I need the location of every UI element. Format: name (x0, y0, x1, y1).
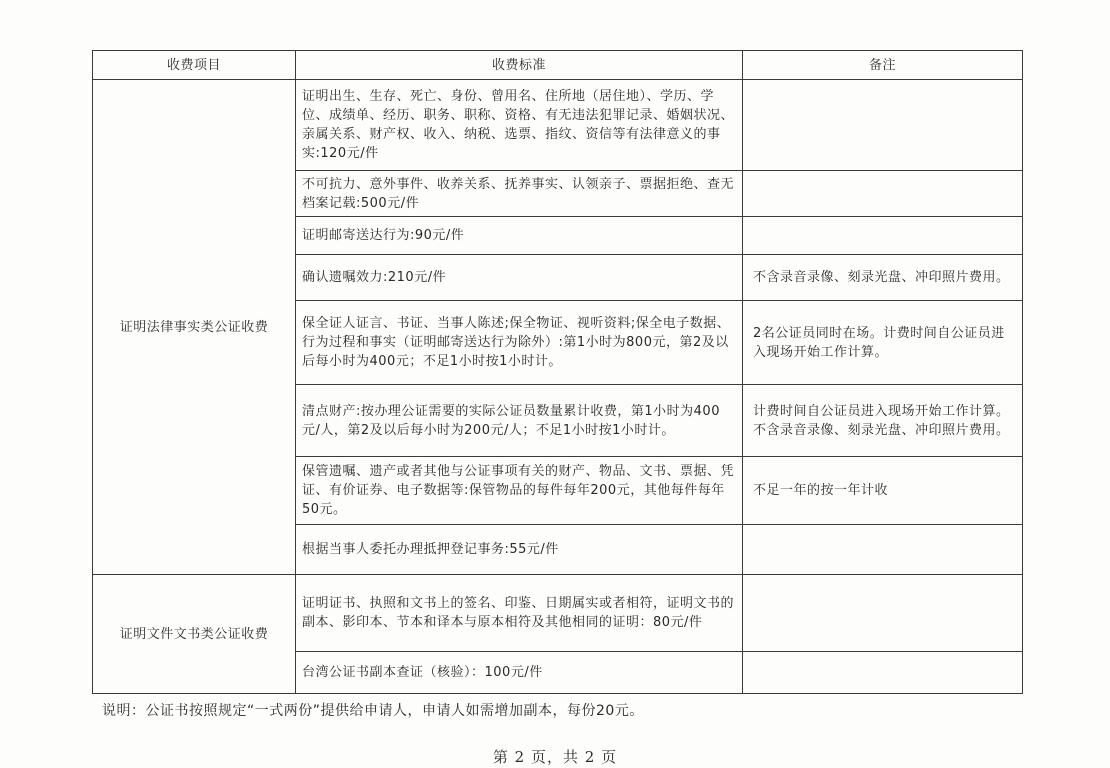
fee-standard: 证明证书、执照和文书上的签名、印鉴、日期属实或者相符，证明文书的副本、影印本、节本和译本与原本相符及其他相同的证明：80元/件 (296, 575, 743, 652)
fee-standard: 保管遗嘱、遗产或者其他与公证事项有关的财产、物品、文书、票据、凭证、有价证券、电子数据等:保管物品的每件每年200元，其他每件每年50元。 (296, 457, 743, 525)
fee-table (92, 50, 1023, 694)
header-standard: 收费标准 (296, 51, 743, 80)
header-item: 收费项目 (93, 51, 296, 80)
header-note: 备注 (743, 51, 1023, 80)
fee-note: 不含录音录像、刻录光盘、冲印照片费用。 (743, 255, 1023, 301)
fee-standard: 证明出生、生存、死亡、身份、曾用名、住所地（居住地）、学历、学位、成绩单、经历、职务、职称、资格、有无违法犯罪记录、婚姻状况、亲属关系、财产权、收入、纳税、选票、指纹、资信等有法律意义的事实:120元/件 (296, 80, 743, 171)
fee-note (743, 171, 1023, 217)
table-row (93, 80, 1023, 171)
fee-standard: 确认遗嘱效力:210元/件 (296, 255, 743, 301)
fee-note: 2名公证员同时在场。计费时间自公证员进入现场开始工作计算。 (743, 301, 1023, 385)
fee-note: 不足一年的按一年计收 (743, 457, 1023, 525)
fee-standard: 证明邮寄送达行为:90元/件 (296, 217, 743, 255)
category-legal-facts: 证明法律事实类公证收费 (93, 80, 296, 575)
fee-note (743, 80, 1023, 171)
fee-standard: 不可抗力、意外事件、收养关系、抚养事实、认领亲子、票据拒绝、查无档案记载:500元/件 (296, 171, 743, 217)
page-number: 第 2 页，共 2 页 (492, 748, 618, 766)
fee-note (743, 217, 1023, 255)
footnote: 说明：公证书按照规定“一式两份”提供给申请人，申请人如需增加副本，每份20元。 (102, 703, 644, 719)
header-row (93, 51, 1023, 80)
fee-standard: 保全证人证言、书证、当事人陈述;保全物证、视听资料;保全电子数据、行为过程和事实（证明邮寄送达行为除外）:第1小时为800元，第2及以后每小时为400元；不足1小时按1小时计。 (296, 301, 743, 385)
category-documents: 证明文件文书类公证收费 (93, 575, 296, 694)
fee-standard: 根据当事人委托办理抵押登记事务:55元/件 (296, 525, 743, 575)
fee-note: 计费时间自公证员进入现场开始工作计算。不含录音录像、刻录光盘、冲印照片费用。 (743, 385, 1023, 457)
table-row (93, 575, 1023, 652)
fee-standard: 清点财产:按办理公证需要的实际公证员数量累计收费，第1小时为400元/人，第2及以后每小时为200元/人；不足1小时按1小时计。 (296, 385, 743, 457)
fee-note (743, 575, 1023, 652)
fee-standard: 台湾公证书副本查证（核验）：100元/件 (296, 652, 743, 694)
fee-note (743, 652, 1023, 694)
fee-note (743, 525, 1023, 575)
